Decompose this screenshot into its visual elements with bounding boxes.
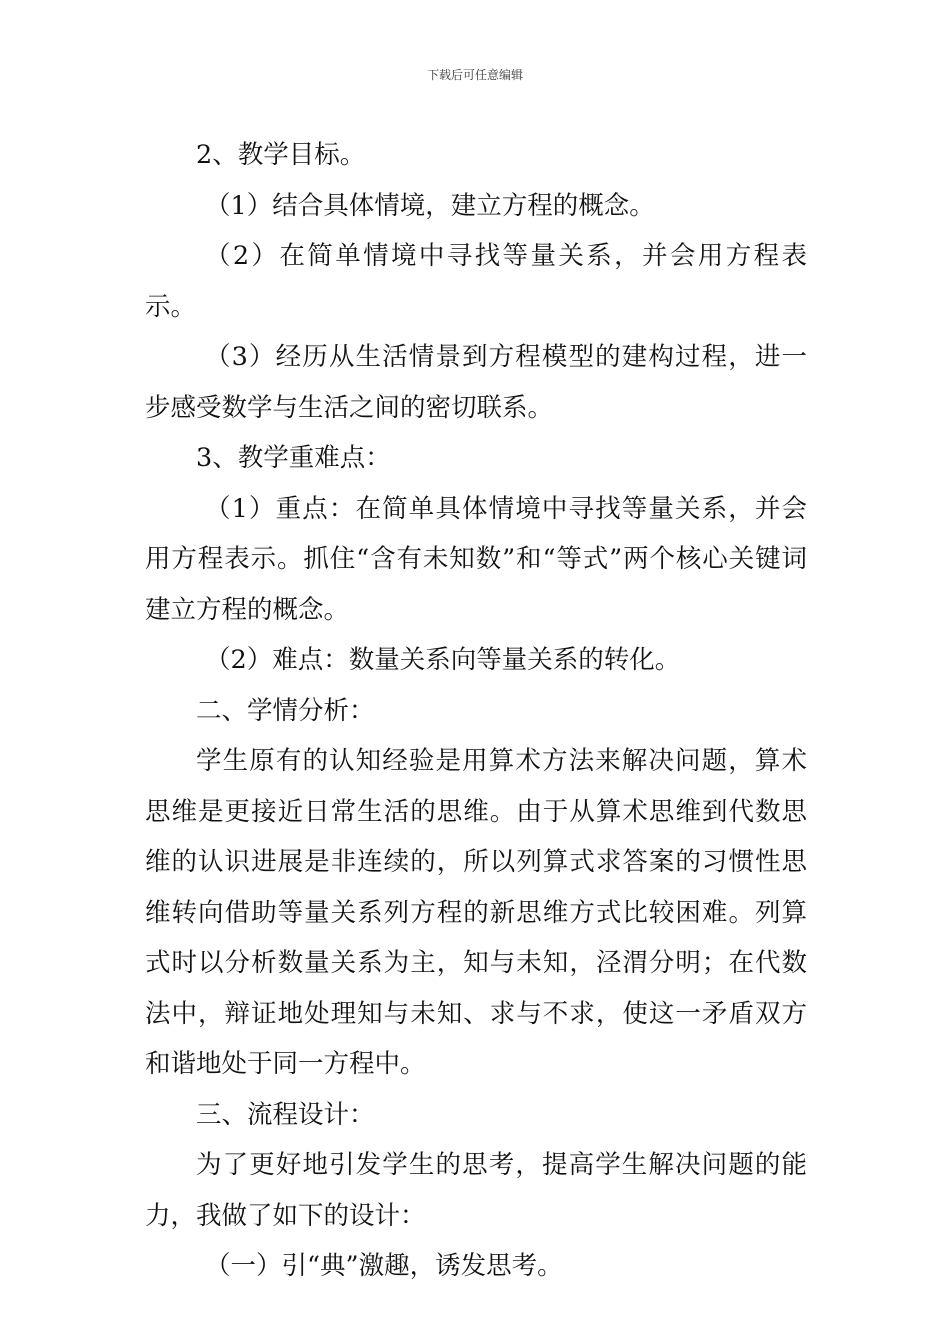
paragraph-process-design-heading: 三、流程设计： (196, 1099, 375, 1130)
paragraph-goal-3: （3）经历从生活情景到方程模型的建构过程，进一步感受数学与生活之间的密切联系。 (145, 342, 807, 423)
paragraph-key-difficult-points: 3、教学重难点： (196, 443, 391, 473)
page-header: 下载后可任意编辑 (426, 68, 523, 82)
paragraph-difficult-point: （2）难点：数量关系向等量关系的转化。 (205, 645, 681, 675)
document-body (145, 130, 807, 1292)
paragraph-teaching-goals: 2、教学目标。 (196, 140, 366, 170)
paragraph-key-point: （1）重点：在简单具体情境中寻找等量关系，并会用方程表示。抓住“含有未知数”和“等式”两个核心关键词建立方程的概念。 (145, 493, 807, 625)
paragraph-learner-analysis: 学生原有的认知经验是用算术方法来解决问题，算术思维是更接近日常生活的思维。由于从算术思维到代数思维的认识进展是非连续的，所以列算式求答案的习惯性思维转向借助等量关系列方程的新思维方式比较困难。列算式时以分析数量关系为主，知与未知，泾渭分明；在代数法中，辩证地处理知与未知、求与不求，使这一矛盾双方和谐地处于同一方程中。 (145, 746, 807, 1079)
paragraph-process-design: 为了更好地引发学生的思考，提高学生解决问题的能力，我做了如下的设计： (145, 1150, 807, 1231)
paragraph-learner-analysis-heading: 二、学情分析： (196, 695, 375, 726)
paragraph-goal-2: （2）在简单情境中寻找等量关系，并会用方程表示。 (145, 241, 807, 322)
paragraph-goal-1: （1）结合具体情境，建立方程的概念。 (205, 190, 655, 221)
paragraph-step-1: （一）引“典”激趣，诱发思考。 (205, 1251, 563, 1281)
